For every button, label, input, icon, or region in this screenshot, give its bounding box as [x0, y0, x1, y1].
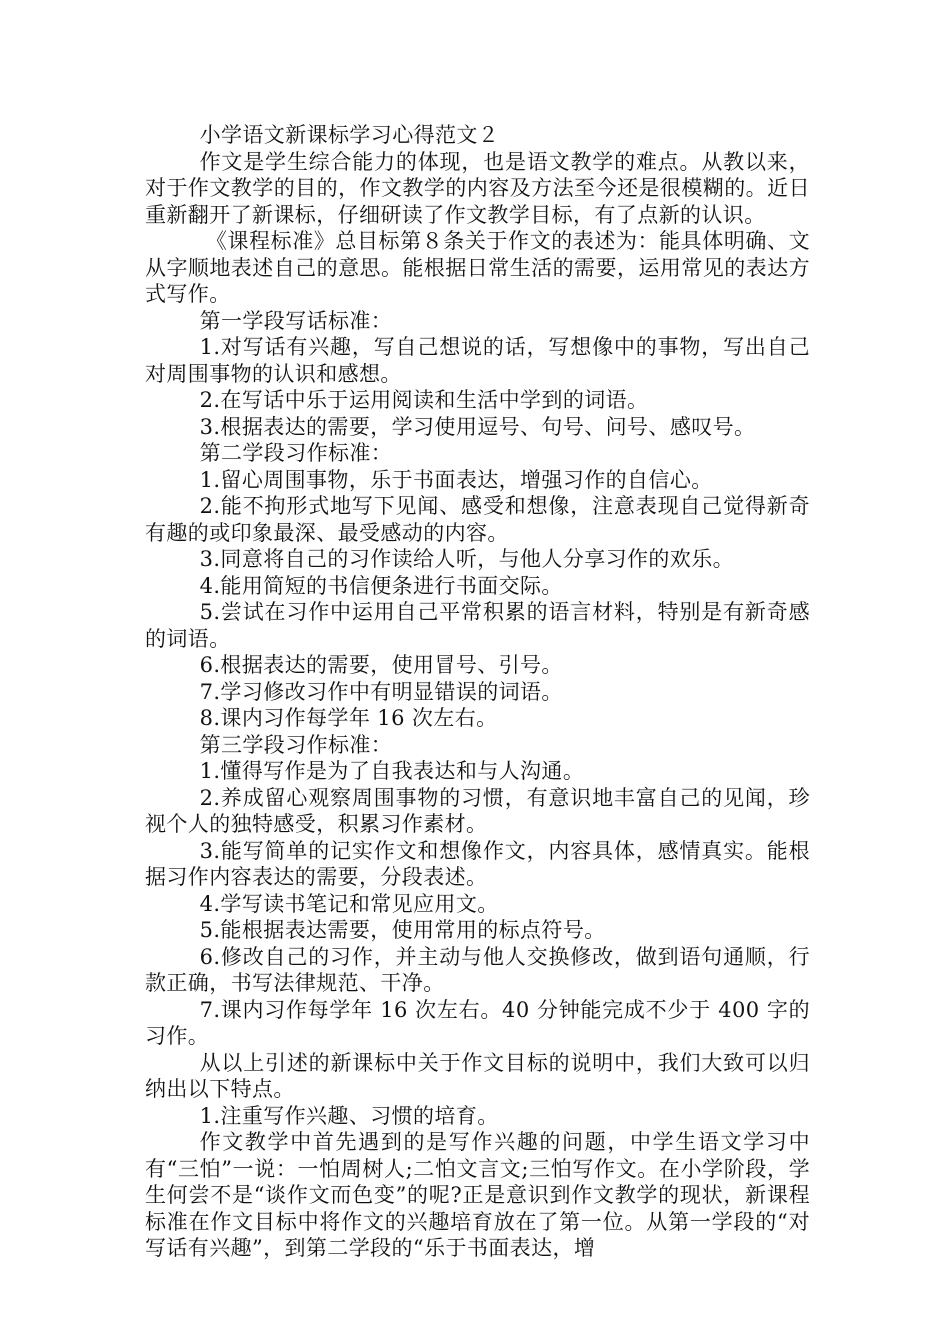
list-item: 1.注重写作兴趣、习惯的培育。	[199, 1103, 499, 1128]
list-item: 2.养成留心观察周围事物的习惯，有意识地丰富自己的见闻，珍视个人的独特感受，积累习作素材。	[145, 785, 810, 836]
list-item: 4.学写读书笔记和常见应用文。	[199, 891, 499, 916]
paragraph: 从以上引述的新课标中关于作文目标的说明中，我们大致可以归纳出以下特点。	[145, 1050, 810, 1101]
paragraph: 《课程标准》总目标第８条关于作文的表述为：能具体明确、文从字顺地表述自己的意思。能根据日常生活的需要，运用常见的表达方式写作。	[145, 229, 810, 306]
document-body	[145, 122, 810, 1262]
list-item: 6.修改自己的习作，并主动与他人交换修改，做到语句通顺，行款正确，书写法律规范、干净。	[145, 944, 810, 995]
list-item: 5.能根据表达需要，使用常用的标点符号。	[199, 918, 606, 942]
list-item: 2.在写话中乐于运用阅读和生活中学到的词语。	[199, 388, 649, 412]
document-title: 小学语文新课标学习心得范文２	[199, 123, 500, 147]
list-item: 5.尝试在习作中运用自己平常积累的语言材料，特别是有新奇感的词语。	[145, 600, 810, 651]
list-item: 1.对写话有兴趣，写自己想说的话，写想像中的事物，写出自己对周围事物的认识和感想。	[145, 335, 810, 386]
list-item: 7.学习修改习作中有明显错误的词语。	[199, 679, 563, 704]
paragraph: 作文教学中首先遇到的是写作兴趣的问题，中学生语文学习中有“三怕”一说：一怕周树人;二怕文言文;三怕写作文。在小学阶段，学生何尝不是“谈作文而色变”的呢?正是意识到作文教学的现状，新课程标准在作文目标中将作文的兴趣培育放在了第一位。从第一学段的“对写话有兴趣”，到第二学段的“乐于书面表达，增	[145, 1130, 810, 1260]
list-item: 4.能用简短的书信便条进行书面交际。	[199, 573, 563, 598]
section-heading: 第二学段习作标准：	[199, 441, 393, 465]
paragraph: 作文是学生综合能力的体现，也是语文教学的难点。从教以来，对于作文教学的目的，作文教学的内容及方法至今还是很模糊的。近日重新翻开了新课标，仔细研读了作文教学目标，有了点新的认识。	[145, 149, 810, 227]
list-item: 6.根据表达的需要，使用冒号、引号。	[199, 653, 563, 677]
section-heading: 第三学段习作标准：	[199, 732, 393, 757]
list-item: 1.懂得写作是为了自我表达和与人沟通。	[199, 759, 585, 783]
list-item: 3.能写简单的记实作文和想像作文，内容具体，感情真实。能根据习作内容表达的需要，分段表述。	[145, 838, 810, 889]
list-item: 2.能不拘形式地写下见闻、感受和想像，注意表现自己觉得新奇有趣的或印象最深、最受感动的内容。	[145, 494, 810, 545]
list-item: 8.课内习作每学年 16 次左右。	[199, 706, 498, 730]
list-item: 3.同意将自己的习作读给人听，与他人分享习作的欢乐。	[199, 547, 735, 571]
list-item: 7.课内习作每学年 16 次左右。40 分钟能完成不少于 400 字的习作。	[145, 997, 810, 1048]
section-heading: 第一学段写话标准：	[199, 308, 393, 333]
list-item: 3.根据表达的需要，学习使用逗号、句号、问号、感叹号。	[199, 414, 756, 439]
list-item: 1.留心周围事物，乐于书面表达，增强习作的自信心。	[199, 467, 713, 492]
